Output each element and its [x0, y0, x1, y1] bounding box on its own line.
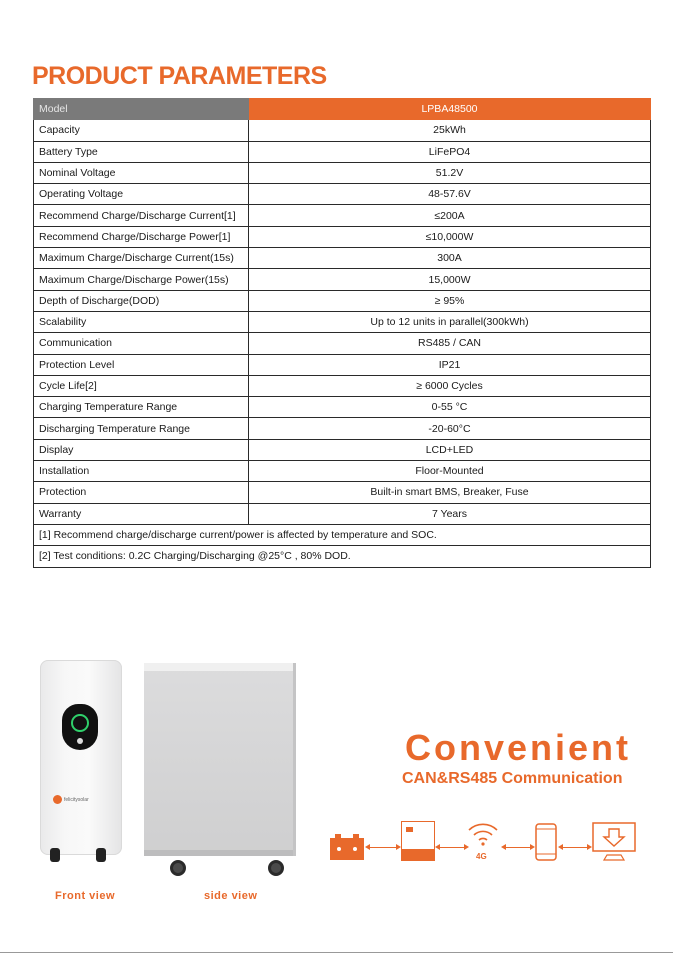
table-row	[34, 120, 651, 141]
table-row	[34, 418, 651, 439]
table-row	[34, 397, 651, 418]
parameter-name-cell: Depth of Discharge(DOD)	[34, 290, 249, 311]
parameter-name-cell: Capacity	[34, 120, 249, 141]
parameter-name-cell: Maximum Charge/Discharge Power(15s)	[34, 269, 249, 290]
inverter-icon	[401, 821, 435, 861]
display-panel	[62, 704, 98, 750]
parameter-value-cell: ≤200A	[249, 205, 651, 226]
footnote-cell: [1] Recommend charge/discharge current/power is affected by temperature and SOC.	[34, 524, 651, 545]
battery-icon	[330, 834, 364, 860]
table-row	[34, 333, 651, 354]
side-view-image	[144, 663, 296, 856]
table-row	[34, 290, 651, 311]
led-ring	[71, 714, 89, 732]
parameter-name-cell: Cycle Life[2]	[34, 375, 249, 396]
communication-subheadline: CAN&RS485 Communication	[402, 770, 623, 787]
parameter-value-cell: 25kWh	[249, 120, 651, 141]
parameter-value-cell: 51.2V	[249, 162, 651, 183]
front-view-image	[40, 660, 122, 855]
top-rim	[144, 663, 293, 671]
parameter-value-cell: Floor-Mounted	[249, 461, 651, 482]
logo-mark-icon	[53, 795, 62, 804]
parameter-name-cell: Discharging Temperature Range	[34, 418, 249, 439]
parameter-name-cell: Recommend Charge/Discharge Current[1]	[34, 205, 249, 226]
parameter-value-cell: 300A	[249, 248, 651, 269]
parameter-value-cell: 0-55 °C	[249, 397, 651, 418]
parameter-value-cell: ≥ 95%	[249, 290, 651, 311]
parameter-value-cell: ≤10,000W	[249, 226, 651, 247]
table-row	[34, 226, 651, 247]
header-value-cell: LPBA48500	[249, 99, 651, 120]
parameters-table	[33, 98, 651, 568]
front-view-caption: Front view	[55, 890, 116, 902]
table-row	[34, 461, 651, 482]
caster-icon	[96, 848, 106, 862]
double-arrow-icon	[370, 847, 396, 848]
table-row	[34, 482, 651, 503]
parameter-value-cell: RS485 / CAN	[249, 333, 651, 354]
parameter-name-cell: Communication	[34, 333, 249, 354]
footnote-cell: [2] Test conditions: 0.2C Charging/Discharging @25°C , 80% DOD.	[34, 546, 651, 567]
parameter-name-cell: Nominal Voltage	[34, 162, 249, 183]
table-note-row	[34, 546, 651, 567]
parameter-name-cell: Protection Level	[34, 354, 249, 375]
table-row	[34, 162, 651, 183]
parameter-value-cell: -20-60°C	[249, 418, 651, 439]
table-row	[34, 311, 651, 332]
table-row	[34, 205, 651, 226]
brand-logo	[53, 795, 89, 804]
parameter-value-cell: 7 Years	[249, 503, 651, 524]
table-row	[34, 269, 651, 290]
parameter-name-cell: Scalability	[34, 311, 249, 332]
convenient-headline: Convenient	[405, 727, 632, 768]
parameter-name-cell: Maximum Charge/Discharge Current(15s)	[34, 248, 249, 269]
table-row	[34, 184, 651, 205]
double-arrow-icon	[440, 847, 464, 848]
communication-flow	[330, 818, 642, 868]
parameter-value-cell: ≥ 6000 Cycles	[249, 375, 651, 396]
power-button-icon	[77, 738, 83, 744]
bottom-divider	[0, 952, 673, 953]
table-row	[34, 248, 651, 269]
header-key-cell: Model	[34, 99, 249, 120]
parameter-value-cell: IP21	[249, 354, 651, 375]
page-title: PRODUCT PARAMETERS	[32, 62, 327, 90]
caster-icon	[50, 848, 60, 862]
parameter-value-cell: Built-in smart BMS, Breaker, Fuse	[249, 482, 651, 503]
parameter-name-cell: Operating Voltage	[34, 184, 249, 205]
brand-logo-text: felicitysolar	[64, 796, 89, 803]
parameter-name-cell: Display	[34, 439, 249, 460]
table-row	[34, 141, 651, 162]
parameter-name-cell: Charging Temperature Range	[34, 397, 249, 418]
table-row	[34, 503, 651, 524]
table-header-row	[34, 99, 651, 120]
table-row	[34, 439, 651, 460]
parameter-name-cell: Warranty	[34, 503, 249, 524]
table-note-row	[34, 524, 651, 545]
parameter-name-cell: Protection	[34, 482, 249, 503]
wheel-icon	[170, 860, 186, 876]
parameter-value-cell: LiFePO4	[249, 141, 651, 162]
parameter-value-cell: 15,000W	[249, 269, 651, 290]
parameter-value-cell: 48-57.6V	[249, 184, 651, 205]
table-row	[34, 354, 651, 375]
parameter-name-cell: Recommend Charge/Discharge Power[1]	[34, 226, 249, 247]
table-row	[34, 375, 651, 396]
parameter-value-cell: LCD+LED	[249, 439, 651, 460]
parameter-value-cell: Up to 12 units in parallel(300kWh)	[249, 311, 651, 332]
parameter-name-cell: Battery Type	[34, 141, 249, 162]
base-frame	[144, 850, 293, 856]
double-arrow-icon	[563, 847, 587, 848]
parameter-name-cell: Installation	[34, 461, 249, 482]
wheel-icon	[268, 860, 284, 876]
double-arrow-icon	[506, 847, 530, 848]
side-view-caption: side view	[204, 890, 258, 902]
phone-icon	[535, 823, 557, 861]
monitor-download-icon	[592, 822, 636, 862]
4g-label: 4G	[476, 852, 487, 861]
